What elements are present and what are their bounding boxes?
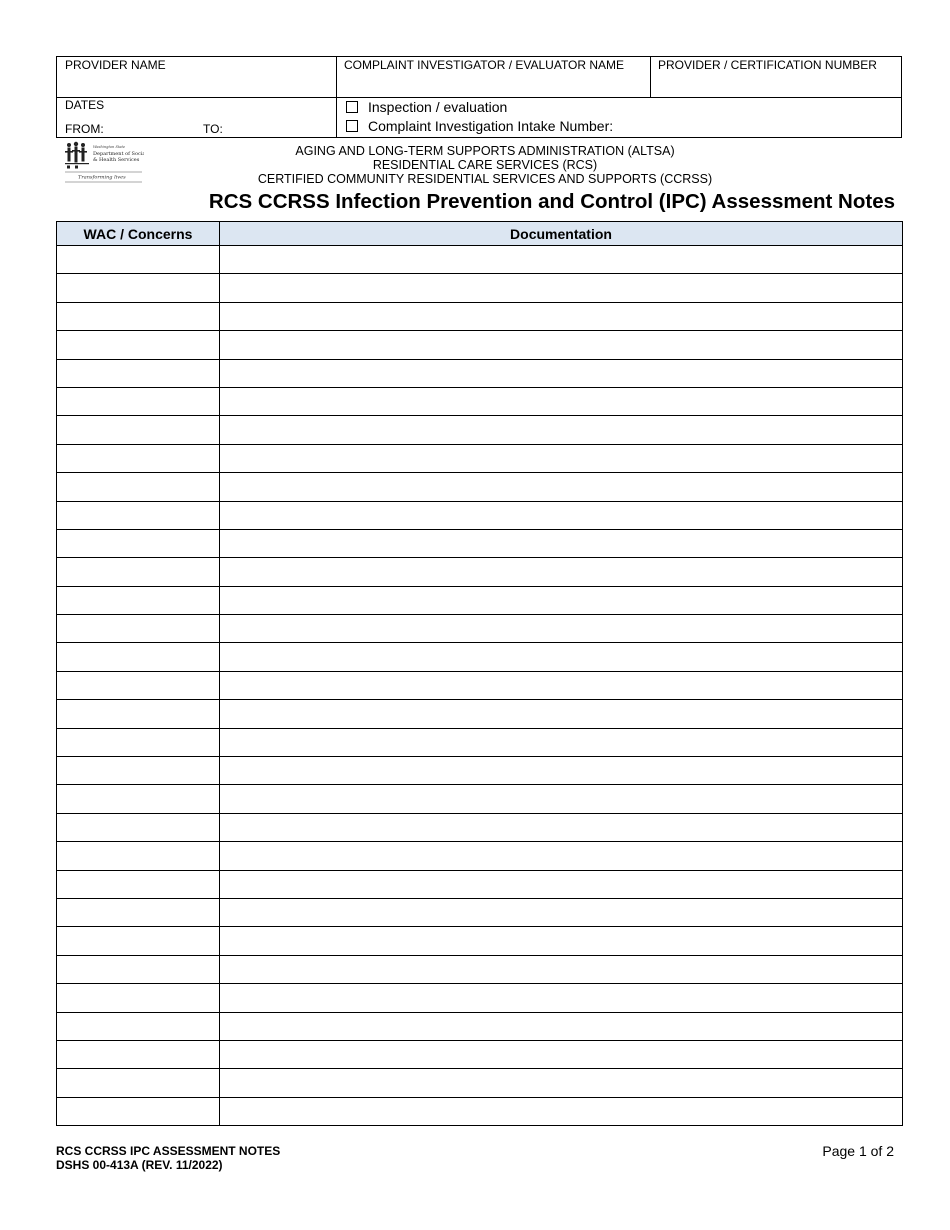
documentation-cell[interactable] [220, 984, 903, 1012]
provider-name-label: PROVIDER NAME [65, 58, 166, 72]
documentation-cell[interactable] [220, 444, 903, 472]
table-row [57, 444, 903, 472]
wac-concerns-cell[interactable] [57, 359, 220, 387]
table-header-row [57, 222, 903, 246]
wac-concerns-cell[interactable] [57, 813, 220, 841]
wac-concerns-cell[interactable] [57, 1069, 220, 1097]
wac-concerns-cell[interactable] [57, 586, 220, 614]
documentation-cell[interactable] [220, 785, 903, 813]
table-row [57, 473, 903, 501]
wac-concerns-cell[interactable] [57, 671, 220, 699]
wac-concerns-cell[interactable] [57, 984, 220, 1012]
provider-name-field[interactable] [57, 57, 336, 97]
table-row [57, 1012, 903, 1040]
form-number: DSHS 00-413A (REV. 11/2022) [56, 1158, 223, 1172]
documentation-cell[interactable] [220, 927, 903, 955]
documentation-cell[interactable] [220, 416, 903, 444]
table-row [57, 274, 903, 302]
table-row [57, 558, 903, 586]
documentation-cell[interactable] [220, 1097, 903, 1125]
table-row [57, 246, 903, 274]
wac-concerns-cell[interactable] [57, 416, 220, 444]
form-name: RCS CCRSS IPC ASSESSMENT NOTES [56, 1144, 281, 1158]
table-row [57, 529, 903, 557]
documentation-cell[interactable] [220, 700, 903, 728]
wac-concerns-cell[interactable] [57, 444, 220, 472]
wac-concerns-cell[interactable] [57, 757, 220, 785]
documentation-cell[interactable] [220, 558, 903, 586]
certification-number-field[interactable] [651, 57, 902, 97]
svg-text:Department of Social: Department of Social [93, 151, 144, 157]
table-row [57, 898, 903, 926]
wac-concerns-cell[interactable] [57, 274, 220, 302]
wac-concerns-cell[interactable] [57, 870, 220, 898]
documentation-cell[interactable] [220, 473, 903, 501]
agency-line-1: AGING AND LONG-TERM SUPPORTS ADMINISTRATION (ALTSA) [295, 144, 675, 158]
investigator-name-label: COMPLAINT INVESTIGATOR / EVALUATOR NAME [344, 58, 625, 72]
table-row [57, 927, 903, 955]
investigator-name-field[interactable] [337, 57, 650, 97]
wac-concerns-cell[interactable] [57, 246, 220, 274]
table-row [57, 501, 903, 529]
documentation-cell[interactable] [220, 870, 903, 898]
certification-number-label: PROVIDER / CERTIFICATION NUMBER [658, 58, 877, 72]
documentation-cell[interactable] [220, 955, 903, 983]
wac-concerns-cell[interactable] [57, 331, 220, 359]
inspection-checkbox-label: Inspection / evaluation [368, 99, 508, 115]
table-row [57, 586, 903, 614]
table-row [57, 842, 903, 870]
documentation-cell[interactable] [220, 671, 903, 699]
documentation-cell[interactable] [220, 898, 903, 926]
documentation-cell[interactable] [220, 274, 903, 302]
wac-concerns-cell[interactable] [57, 615, 220, 643]
review-type-field [337, 98, 902, 138]
wac-concerns-header: WAC / Concerns [57, 222, 220, 246]
dshs-logo [64, 141, 144, 185]
table-row [57, 813, 903, 841]
wac-concerns-cell[interactable] [57, 728, 220, 756]
wac-concerns-cell[interactable] [57, 955, 220, 983]
documentation-header: Documentation [220, 222, 903, 246]
wac-concerns-cell[interactable] [57, 1012, 220, 1040]
table-row [57, 785, 903, 813]
wac-concerns-cell[interactable] [57, 927, 220, 955]
documentation-cell[interactable] [220, 586, 903, 614]
svg-text:Transforming lives: Transforming lives [78, 174, 126, 181]
documentation-cell[interactable] [220, 529, 903, 557]
wac-concerns-cell[interactable] [57, 1097, 220, 1125]
documentation-cell[interactable] [220, 757, 903, 785]
documentation-cell[interactable] [220, 246, 903, 274]
documentation-cell[interactable] [220, 728, 903, 756]
wac-concerns-cell[interactable] [57, 1040, 220, 1068]
agency-line-3: CERTIFIED COMMUNITY RESIDENTIAL SERVICES AND SUPPORTS (CCRSS) [257, 172, 713, 186]
svg-text:& Health Services: & Health Services [93, 157, 140, 163]
wac-concerns-cell[interactable] [57, 529, 220, 557]
documentation-cell[interactable] [220, 501, 903, 529]
table-row [57, 643, 903, 671]
documentation-cell[interactable] [220, 359, 903, 387]
table-row [57, 870, 903, 898]
table-row [57, 984, 903, 1012]
wac-concerns-cell[interactable] [57, 898, 220, 926]
wac-concerns-cell[interactable] [57, 302, 220, 330]
documentation-cell[interactable] [220, 331, 903, 359]
documentation-cell[interactable] [220, 1012, 903, 1040]
assessment-notes-table [56, 221, 903, 1126]
documentation-cell[interactable] [220, 842, 903, 870]
documentation-cell[interactable] [220, 615, 903, 643]
page-title: RCS CCRSS Infection Prevention and Control (IPC) Assessment Notes [208, 190, 895, 213]
table-row [57, 1097, 903, 1125]
dshs-logo-mark [64, 141, 144, 185]
wac-concerns-cell[interactable] [57, 473, 220, 501]
table-row [57, 359, 903, 387]
dates-field[interactable] [57, 98, 336, 138]
table-row [57, 1040, 903, 1068]
documentation-cell[interactable] [220, 1040, 903, 1068]
table-row [57, 955, 903, 983]
svg-text:Washington State: Washington State [93, 145, 126, 149]
documentation-cell[interactable] [220, 643, 903, 671]
table-row [57, 1069, 903, 1097]
wac-concerns-cell[interactable] [57, 643, 220, 671]
complaint-checkbox-label: Complaint Investigation Intake Number: [368, 118, 614, 134]
table-row [57, 728, 903, 756]
documentation-cell[interactable] [220, 302, 903, 330]
agency-line-2: RESIDENTIAL CARE SERVICES (RCS) [372, 158, 598, 172]
to-label: TO: [203, 122, 223, 136]
inspection-checkbox[interactable] [346, 101, 358, 113]
wac-concerns-cell[interactable] [57, 387, 220, 415]
documentation-cell[interactable] [220, 1069, 903, 1097]
provider-info-box [56, 56, 902, 138]
table-row [57, 615, 903, 643]
table-row [57, 700, 903, 728]
documentation-cell[interactable] [220, 387, 903, 415]
dates-label: DATES [65, 98, 105, 112]
table-row [57, 331, 903, 359]
table-row [57, 387, 903, 415]
wac-concerns-cell[interactable] [57, 700, 220, 728]
from-label: FROM: [65, 122, 104, 136]
wac-concerns-cell[interactable] [57, 558, 220, 586]
complaint-checkbox[interactable] [346, 120, 358, 132]
table-row [57, 757, 903, 785]
table-row [57, 416, 903, 444]
table-body [57, 246, 903, 1126]
page-number: Page 1 of 2 [822, 1143, 894, 1159]
wac-concerns-cell[interactable] [57, 785, 220, 813]
form-identification [56, 1144, 280, 1172]
table-row [57, 302, 903, 330]
wac-concerns-cell[interactable] [57, 501, 220, 529]
wac-concerns-cell[interactable] [57, 842, 220, 870]
table-row [57, 671, 903, 699]
documentation-cell[interactable] [220, 813, 903, 841]
